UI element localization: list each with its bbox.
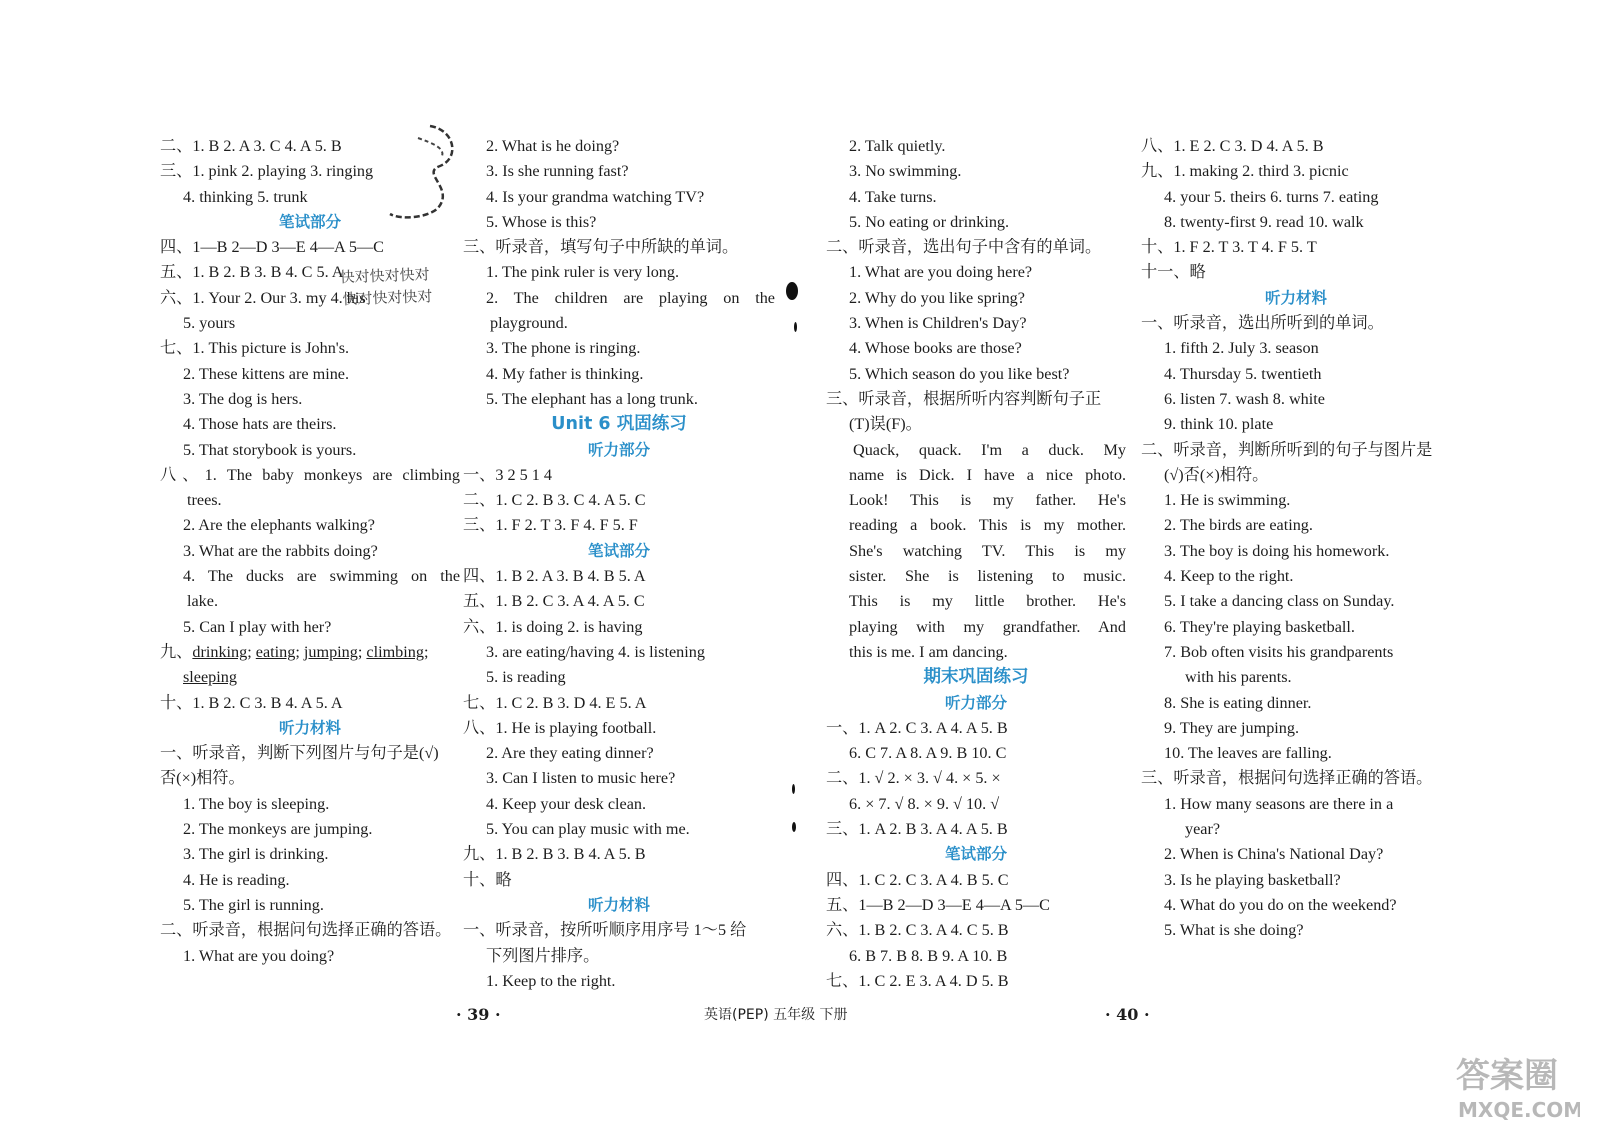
answer-line: 3. The phone is ringing. bbox=[486, 339, 641, 358]
answer-line: 2. When is China's National Day? bbox=[1164, 845, 1384, 864]
answer-line: 一、1. A 2. C 3. A 4. A 5. B bbox=[826, 718, 1008, 737]
answer-line: 5. yours bbox=[183, 314, 236, 333]
answer-line: sleeping bbox=[183, 668, 237, 687]
answer-line: 三、1. pink 2. playing 3. ringing bbox=[160, 162, 374, 181]
answer-line: 3. Is he playing basketball? bbox=[1164, 870, 1341, 889]
section-heading: 笔试部分 bbox=[587, 541, 650, 560]
answer-line: 九、drinking; eating; jumping; climbing; bbox=[160, 642, 429, 661]
pen-scribble bbox=[360, 118, 470, 228]
answer-line: 一、听录音，按所听顺序用序号 1～5 给 bbox=[463, 921, 747, 940]
answer-line: 4. Is your grandma watching TV? bbox=[486, 187, 705, 206]
answer-line: playground. bbox=[490, 314, 568, 333]
section-heading: 笔试部分 bbox=[944, 845, 1007, 864]
answer-line: 5. What is she doing? bbox=[1164, 921, 1304, 940]
answer-line: 八、1. He is playing football. bbox=[463, 718, 657, 737]
answer-line: 3. Is she running fast? bbox=[486, 162, 629, 181]
answer-line: 七、1. C 2. E 3. A 4. D 5. B bbox=[826, 971, 1009, 990]
unit-title: Unit 6 巩固练习 bbox=[551, 414, 687, 435]
answer-line: 五、1. B 2. B 3. B 4. C 5. A bbox=[160, 263, 344, 282]
answer-line: 1. The pink ruler is very long. bbox=[486, 263, 680, 282]
underlined-word: climbing bbox=[366, 642, 424, 661]
answer-line: 8. She is eating dinner. bbox=[1164, 693, 1312, 712]
answer-line: 一、3 2 5 1 4 bbox=[463, 465, 553, 484]
answer-line: 4. Those hats are theirs. bbox=[183, 415, 337, 434]
answer-line: 4. The ducks are swimming on the bbox=[183, 567, 460, 586]
answer-line: 3. are eating/having 4. is listening bbox=[486, 642, 705, 661]
answer-line: 下列图片排序。 bbox=[486, 946, 600, 965]
watermark-url: MXQE.COM bbox=[1458, 1098, 1580, 1122]
answer-line: 5. Whose is this? bbox=[486, 212, 597, 231]
answer-line: 4. He is reading. bbox=[183, 870, 290, 889]
answer-line: with his parents. bbox=[1185, 668, 1292, 687]
answer-line: 5. The girl is running. bbox=[183, 895, 324, 914]
footer-book-title: 英语(PEP) 五年级 下册 bbox=[704, 1007, 848, 1023]
answer-line: 3. What are the rabbits doing? bbox=[183, 541, 378, 560]
answer-line: She's watching TV. This is my bbox=[849, 541, 1126, 560]
answer-line: reading a book. This is my mother. bbox=[849, 516, 1126, 535]
answer-line: 一、听录音，判断下列图片与句子是(√) bbox=[160, 744, 439, 763]
answer-line: 5. That storybook is yours. bbox=[183, 440, 357, 459]
separator: ; bbox=[295, 642, 304, 661]
answer-line: 10. The leaves are falling. bbox=[1164, 744, 1332, 763]
answer-line: 3. When is Children's Day? bbox=[849, 314, 1027, 333]
column-4 bbox=[1141, 134, 1451, 944]
answer-line: 5. Which season do you like best? bbox=[849, 364, 1070, 383]
answer-line: 五、1. B 2. C 3. A 4. A 5. C bbox=[463, 592, 645, 611]
answer-line: 2. What is he doing? bbox=[486, 137, 620, 155]
answer-line: 3. No swimming. bbox=[849, 162, 962, 181]
answer-line: 二、1. C 2. B 3. C 4. A 5. C bbox=[463, 491, 646, 510]
separator: ; bbox=[247, 642, 256, 661]
answer-line: 三、听录音，填写句子中所缺的单词。 bbox=[463, 238, 739, 257]
answer-line: name is Dick. I have a nice photo. bbox=[849, 465, 1126, 484]
separator: ; bbox=[423, 642, 429, 661]
answer-line: 二、听录音，根据问句选择正确的答语。 bbox=[160, 921, 452, 940]
answer-line: playing with my grandfather. And bbox=[849, 617, 1126, 636]
answer-line: 6. listen 7. wash 8. white bbox=[1164, 389, 1325, 408]
answer-line: 十、1. F 2. T 3. T 4. F 5. T bbox=[1141, 238, 1317, 257]
ink-spot bbox=[794, 322, 797, 332]
answer-line: 七、1. This picture is John's. bbox=[160, 339, 350, 358]
answer-line: 五、1—B 2—D 3—E 4—A 5—C bbox=[826, 895, 1050, 914]
answer-line: 6. × 7. √ 8. × 9. √ 10. √ bbox=[849, 794, 1000, 813]
answer-line: lake. bbox=[187, 592, 219, 611]
answer-line: 三、听录音，根据所听内容判断句子正 bbox=[826, 389, 1102, 408]
answer-line: 十一、略 bbox=[1141, 263, 1206, 282]
answer-line: 1. How many seasons are there in a bbox=[1164, 794, 1394, 813]
answer-line: 1. What are you doing here? bbox=[849, 263, 1033, 282]
ink-spot bbox=[792, 784, 795, 794]
answer-line: 2. Are the elephants walking? bbox=[183, 516, 375, 535]
answer-line: 4. Keep to the right. bbox=[1164, 567, 1294, 586]
watermark-logo-text: 答案圈 bbox=[1456, 1056, 1558, 1096]
answer-line: 二、听录音，判断所听到的句子与图片是 bbox=[1141, 440, 1433, 459]
site-watermark-logo bbox=[1452, 1047, 1580, 1123]
underlined-word: drinking bbox=[192, 642, 248, 661]
answer-line: 5. Can I play with her? bbox=[183, 617, 332, 636]
answer-line: 5. I take a dancing class on Sunday. bbox=[1164, 592, 1395, 611]
answer-line: 九、1. B 2. B 3. B 4. A 5. B bbox=[463, 845, 646, 864]
answer-line: 三、听录音，根据问句选择正确的答语。 bbox=[1141, 769, 1433, 788]
answer-line: 三、1. F 2. T 3. F 4. F 5. F bbox=[463, 516, 638, 535]
answer-line: 8. twenty-first 9. read 10. walk bbox=[1164, 212, 1364, 231]
answer-line: year? bbox=[1185, 820, 1221, 839]
answer-line: 1. Keep to the right. bbox=[486, 971, 616, 990]
answer-line: 3. Can I listen to music here? bbox=[486, 769, 676, 788]
answer-line: 六、1. is doing 2. is having bbox=[463, 617, 643, 636]
section-heading: 听力材料 bbox=[278, 718, 341, 737]
answer-line: 5. You can play music with me. bbox=[486, 820, 690, 839]
answer-line: 四、1—B 2—D 3—E 4—A 5—C bbox=[160, 238, 384, 257]
answer-line: 二、1. √ 2. × 3. √ 4. × 5. × bbox=[826, 769, 1001, 788]
page-number-right: · 40 · bbox=[1105, 1005, 1150, 1024]
answer-line: (T)误(F)。 bbox=[849, 415, 922, 434]
answer-line: 四、1. B 2. A 3. B 4. B 5. A bbox=[463, 567, 646, 586]
answer-line: sister. She is listening to music. bbox=[849, 567, 1126, 586]
answer-line: 三、1. A 2. B 3. A 4. A 5. B bbox=[826, 820, 1008, 839]
answer-line: 十、略 bbox=[463, 870, 512, 889]
section-heading: 听力材料 bbox=[587, 895, 650, 914]
answer-line: 6. They're playing basketball. bbox=[1164, 617, 1355, 636]
answer-line: 3. The boy is doing his homework. bbox=[1164, 541, 1390, 560]
answer-line: 4. Take turns. bbox=[849, 187, 937, 206]
answer-line: 4. What do you do on the weekend? bbox=[1164, 895, 1397, 914]
answer-line: 2. These kittens are mine. bbox=[183, 364, 350, 383]
answer-line: 1. fifth 2. July 3. season bbox=[1164, 339, 1319, 358]
answer-line: 7. Bob often visits his grandparents bbox=[1164, 642, 1394, 661]
section-heading: 听力部分 bbox=[944, 693, 1007, 712]
answer-line: 二、听录音，选出句子中含有的单词。 bbox=[826, 238, 1102, 257]
answer-line: 2. Are they eating dinner? bbox=[486, 744, 654, 763]
answer-line: (√)否(×)相符。 bbox=[1164, 465, 1269, 484]
answer-line: 2. The birds are eating. bbox=[1164, 516, 1313, 535]
answer-line: 4. Whose books are those? bbox=[849, 339, 1022, 358]
column-1 bbox=[160, 134, 460, 969]
answer-line: 六、1. Your 2. Our 3. my 4. his bbox=[160, 288, 366, 307]
answer-line: This is my little brother. He's bbox=[849, 592, 1126, 611]
answer-line: 八、1. The baby monkeys are climbing bbox=[160, 465, 460, 484]
answer-line: 9. They are jumping. bbox=[1164, 718, 1300, 737]
section-heading: 听力材料 bbox=[1264, 288, 1327, 307]
answer-line: 2. The children are playing on the bbox=[486, 288, 775, 307]
answer-line: 1. He is swimming. bbox=[1164, 491, 1291, 510]
ink-spot bbox=[792, 822, 796, 832]
answer-line: 5. The elephant has a long trunk. bbox=[486, 389, 698, 408]
answer-line: 1. What are you doing? bbox=[183, 946, 335, 965]
answer-line: 4. My father is thinking. bbox=[486, 364, 644, 383]
answer-line: 3. The girl is drinking. bbox=[183, 845, 329, 864]
answer-line: 4. Keep your desk clean. bbox=[486, 794, 647, 813]
answer-line: 2. The monkeys are jumping. bbox=[183, 820, 373, 839]
answer-line: 2. Why do you like spring? bbox=[849, 288, 1025, 307]
answer-line: Quack, quack. I'm a duck. My bbox=[853, 440, 1126, 459]
answer-line: 4. Thursday 5. twentieth bbox=[1164, 364, 1322, 383]
answer-line: 一、听录音，选出所听到的单词。 bbox=[1141, 314, 1384, 333]
answer-line: 二、1. B 2. A 3. C 4. A 5. B bbox=[160, 137, 342, 155]
answer-line: 4. thinking 5. trunk bbox=[183, 187, 308, 206]
separator: ; bbox=[357, 642, 367, 661]
section-heading: 听力部分 bbox=[587, 440, 650, 459]
unit-title: 期末巩固练习 bbox=[923, 667, 1029, 688]
answer-line: 4. your 5. theirs 6. turns 7. eating bbox=[1164, 187, 1379, 206]
answer-line: 八、1. E 2. C 3. D 4. A 5. B bbox=[1141, 137, 1324, 155]
answer-line: 9. think 10. plate bbox=[1164, 415, 1274, 434]
ink-spot bbox=[786, 282, 798, 300]
answer-line: this is me. I am dancing. bbox=[849, 642, 1008, 661]
answer-line: 六、1. B 2. C 3. A 4. C 5. B bbox=[826, 921, 1009, 940]
underlined-word: jumping bbox=[303, 642, 358, 661]
answer-line: Look! This is my father. He's bbox=[849, 491, 1126, 510]
answer-line: 6. C 7. A 8. A 9. B 10. C bbox=[849, 744, 1007, 763]
underlined-word: eating bbox=[255, 642, 296, 661]
answer-line: 3. The dog is hers. bbox=[183, 389, 303, 408]
section-heading: 笔试部分 bbox=[278, 212, 341, 231]
answer-line: 5. No eating or drinking. bbox=[849, 212, 1010, 231]
answer-line: 2. Talk quietly. bbox=[849, 137, 946, 155]
column-2 bbox=[463, 134, 775, 994]
column-3 bbox=[826, 134, 1126, 994]
stamp-line-1: 快对快对快对 bbox=[339, 265, 430, 287]
answer-line: 否(×)相符。 bbox=[160, 769, 245, 788]
answer-line: 四、1. C 2. C 3. A 4. B 5. C bbox=[826, 870, 1009, 889]
overlay-stamp-text bbox=[329, 263, 432, 311]
answer-line: 九、1. making 2. third 3. picnic bbox=[1141, 162, 1349, 181]
page-number-left: · 39 · bbox=[456, 1005, 501, 1024]
answer-line: trees. bbox=[187, 491, 222, 510]
answer-line: 6. B 7. B 8. B 9. A 10. B bbox=[849, 946, 1008, 965]
answer-line: 5. is reading bbox=[486, 668, 566, 687]
answer-line: 七、1. C 2. B 3. D 4. E 5. A bbox=[463, 693, 647, 712]
answer-line: 1. The boy is sleeping. bbox=[183, 794, 330, 813]
stamp-line-2: 快对快对快对 bbox=[342, 287, 433, 309]
answer-line: 十、1. B 2. C 3. B 4. A 5. A bbox=[160, 693, 343, 712]
